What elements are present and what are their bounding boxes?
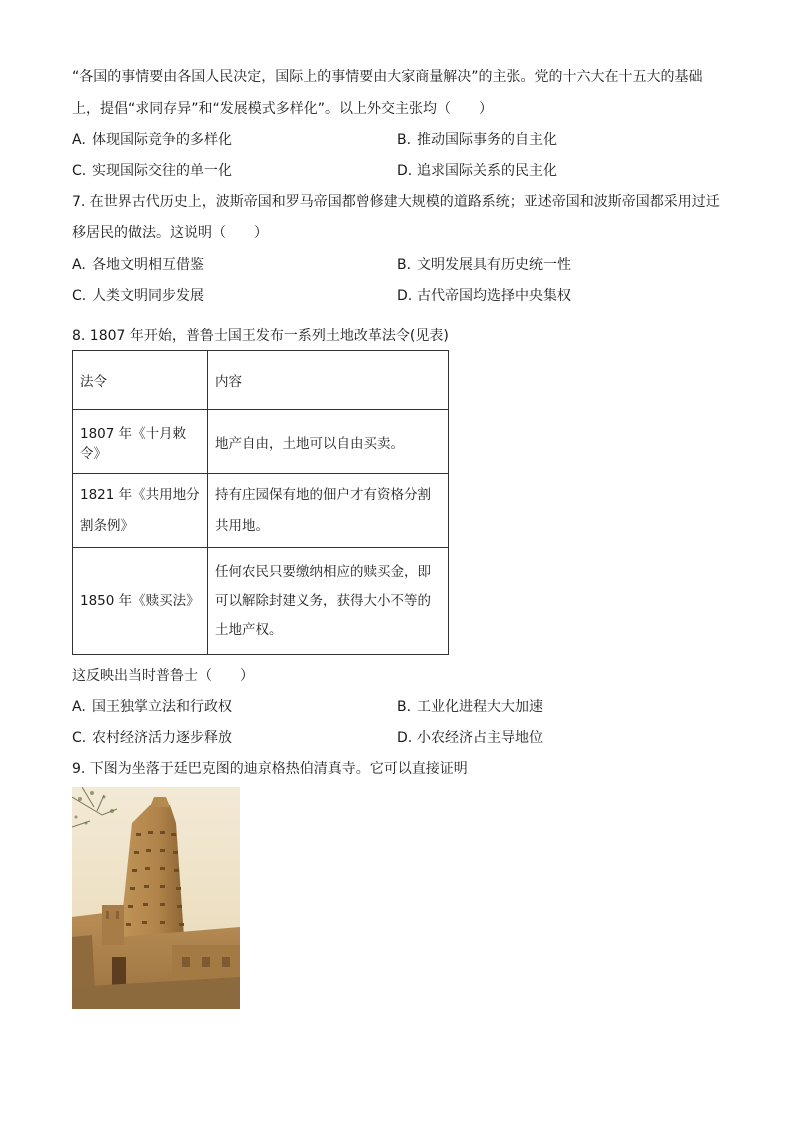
q7-option-a[interactable] [72, 255, 204, 275]
table-row [73, 410, 449, 474]
q7-option-b[interactable] [397, 255, 571, 275]
option-letter: C. [72, 163, 87, 179]
option-text: 国王独掌立法和行政权 [92, 699, 232, 715]
option-letter: B. [397, 132, 412, 148]
option-letter: D. [397, 730, 413, 746]
option-letter: D. [397, 163, 413, 179]
option-letter: C. [72, 730, 87, 746]
q6-stem-line1: “各国的事情要由各国人民决定，国际上的事情要由大家商量解决”的主张。党的十六大在十五大的基础 [72, 69, 703, 85]
table-cell-content: 持有庄园保有地的佃户才有资格分割共用地。 [208, 474, 449, 548]
land-reform-table [72, 350, 449, 655]
table-row [73, 474, 449, 548]
option-letter: D. [397, 288, 413, 304]
q6-option-b[interactable] [397, 130, 557, 150]
option-text: 人类文明同步发展 [92, 288, 204, 304]
table-cell-content: 任何农民只要缴纳相应的赎买金，即可以解除封建义务，获得大小不等的土地产权。 [208, 548, 449, 655]
option-text: 追求国际关系的民主化 [417, 163, 557, 179]
table-cell-law: 1807 年《十月敕令》 [73, 410, 208, 474]
option-letter: B. [397, 257, 412, 273]
q7-stem-line2: 移居民的做法。这说明（ ） [72, 225, 268, 241]
option-text: 各地文明相互借鉴 [92, 257, 204, 273]
table-row [73, 548, 449, 655]
table-cell-content: 地产自由，土地可以自由买卖。 [208, 410, 449, 474]
q8-option-c[interactable] [72, 728, 232, 748]
option-text: 体现国际竞争的多样化 [92, 132, 232, 148]
option-text: 文明发展具有历史统一性 [417, 257, 571, 273]
option-text: 工业化进程大大加速 [417, 699, 543, 715]
option-text: 推动国际事务的自主化 [417, 132, 557, 148]
q8-stem: 这反映出当时普鲁士（ ） [72, 668, 254, 684]
q8-intro: 8. 1807 年开始，普鲁士国王发布一系列土地改革法令(见表) [72, 328, 449, 344]
q6-stem-line2: 上，提倡“求同存异”和“发展模式多样化”。以上外交主张均（ ） [72, 101, 494, 117]
option-letter: A. [72, 132, 86, 148]
q7-stem-line1: 7. 在世界古代历史上，波斯帝国和罗马帝国都曾修建大规模的道路系统；亚述帝国和波斯帝国都采用过迁 [72, 194, 720, 210]
q8-option-a[interactable] [72, 697, 232, 717]
option-letter: B. [397, 699, 412, 715]
table-cell-law: 1821 年《共用地分割条例》 [73, 474, 208, 548]
table-header-law: 法令 [73, 351, 208, 410]
q9-stem: 9. 下图为坐落于廷巴克图的迪京格热伯清真寺。它可以直接证明 [72, 761, 468, 777]
option-text: 实现国际交往的单一化 [92, 163, 232, 179]
table-header-row [73, 351, 449, 410]
q6-option-c[interactable] [72, 161, 232, 181]
table-cell-law: 1850 年《赎买法》 [73, 548, 208, 655]
option-text: 小农经济占主导地位 [417, 730, 543, 746]
q7-option-c[interactable] [72, 286, 204, 306]
option-letter: A. [72, 257, 86, 273]
option-text: 古代帝国均选择中央集权 [417, 288, 571, 304]
option-text: 农村经济活力逐步释放 [92, 730, 232, 746]
q8-option-b[interactable] [397, 697, 543, 717]
q6-option-a[interactable] [72, 130, 232, 150]
table-header-content: 内容 [208, 351, 449, 410]
option-letter: A. [72, 699, 86, 715]
q8-option-d[interactable] [397, 728, 543, 748]
mosque-photo [72, 787, 240, 1009]
q6-option-d[interactable] [397, 161, 557, 181]
q7-option-d[interactable] [397, 286, 571, 306]
option-letter: C. [72, 288, 87, 304]
